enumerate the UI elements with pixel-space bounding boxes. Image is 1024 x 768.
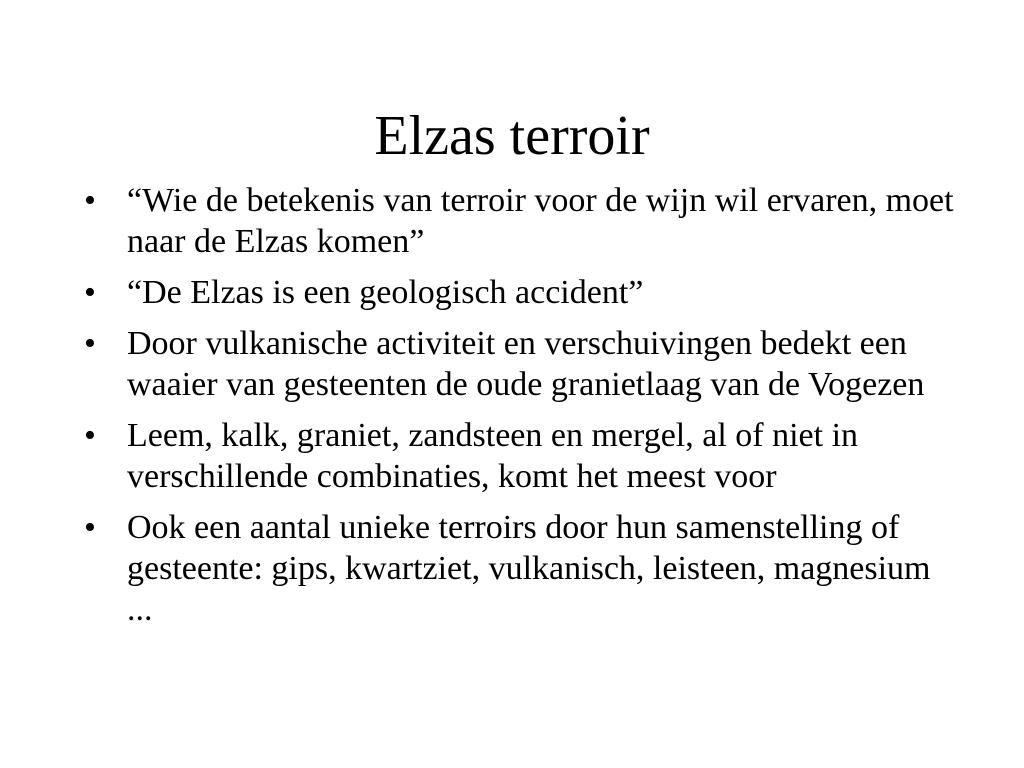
bullet-item [84, 323, 964, 405]
bullet-dot-icon: • [84, 417, 96, 454]
bullet-item [84, 415, 964, 497]
bullet-text: Door vulkanische activiteit en verschuivingen bedekt een waaier van gesteenten de oude granietlaag van de Vogezen [127, 325, 925, 403]
bullet-item [84, 272, 964, 313]
bullet-text: Leem, kalk, graniet, zandsteen en mergel, al of niet in verschillende combinaties, komt het meest voor [127, 417, 859, 495]
bullet-dot-icon: • [84, 274, 96, 311]
bullet-dot-icon: • [84, 182, 96, 219]
bullet-text: “De Elzas is een geologisch accident” [127, 274, 644, 311]
slide-title: Elzas terroir [374, 105, 650, 167]
bullet-text: “Wie de betekenis van terroir voor de wijn wil ervaren, moet naar de Elzas komen” [127, 182, 954, 260]
bullet-dot-icon: • [84, 325, 96, 362]
bullet-dot-icon: • [84, 509, 96, 546]
bullet-item [84, 507, 964, 630]
bullet-item [84, 180, 964, 262]
bullet-list [84, 180, 964, 640]
bullet-text: Ook een aantal unieke terroirs door hun samenstelling of gesteente: gips, kwartziet, vulkanisch, leisteen, magnesium ... [127, 509, 931, 628]
